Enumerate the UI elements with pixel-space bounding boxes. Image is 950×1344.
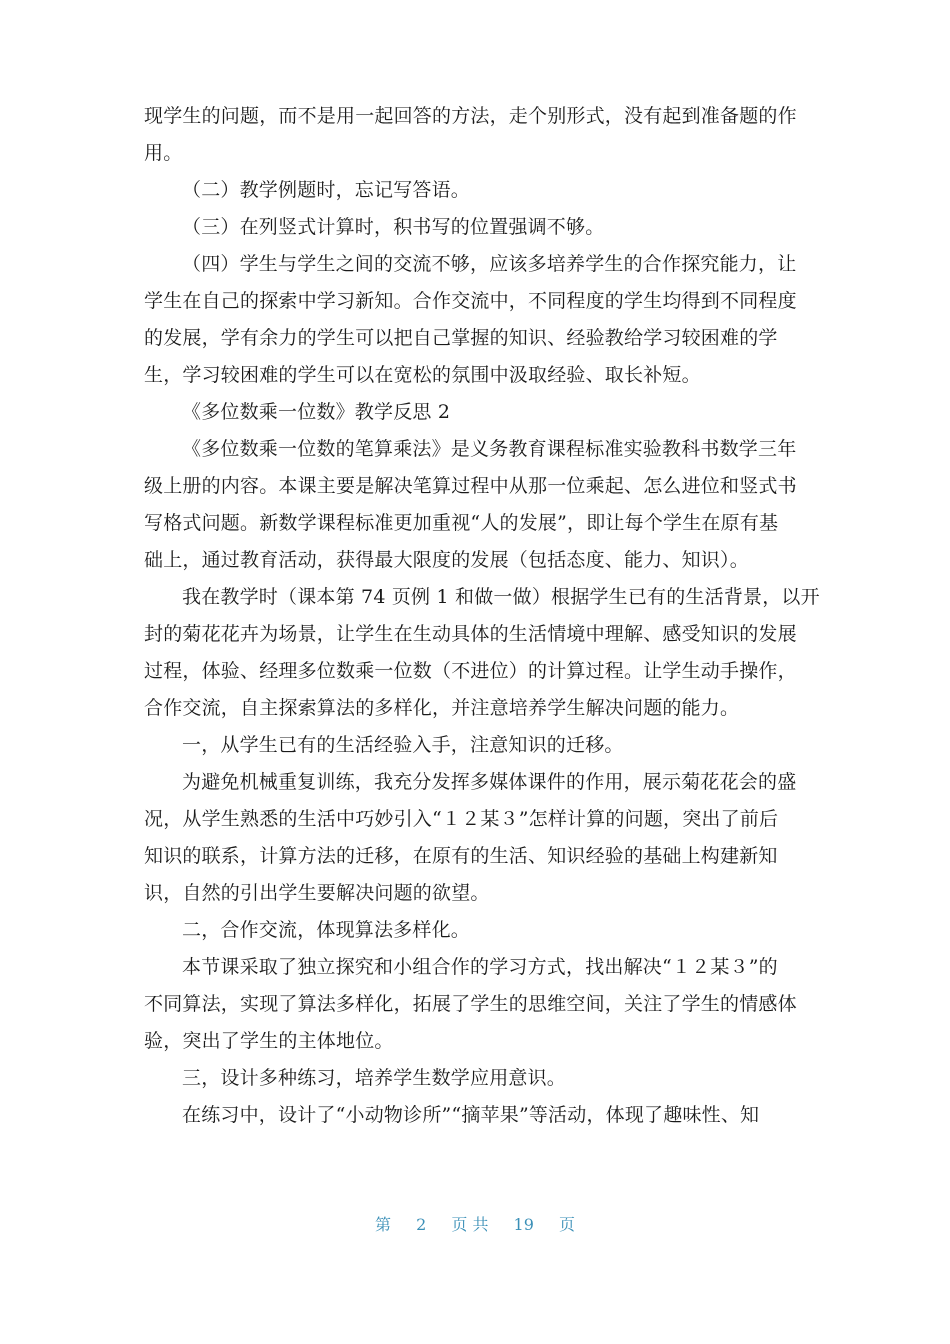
text-line: 封的菊花花卉为场景，让学生在生动具体的生活情境中理解、感受知识的发展 bbox=[144, 623, 797, 645]
text-line: 过程，体验、经理多位数乘一位数（不进位）的计算过程。让学生动手操作， bbox=[144, 660, 797, 682]
text-line: 现学生的问题，而不是用一起回答的方法，走个别形式，没有起到准备题的作 bbox=[144, 105, 797, 127]
text-line: 我在教学时（课本第 74 页例 1 和做一做）根据学生已有的生活背景，以开 bbox=[182, 586, 820, 608]
footer-page-number: 2 bbox=[416, 1215, 427, 1234]
text-line: 三，设计多种练习，培养学生数学应用意识。 bbox=[182, 1067, 567, 1089]
text-line: 《多位数乘一位数》教学反思 2 bbox=[182, 401, 451, 423]
text-line: 级上册的内容。本课主要是解决笔算过程中从那一位乘起、怎么进位和竖式书 bbox=[144, 475, 797, 497]
footer-total-pages: 19 bbox=[513, 1215, 534, 1234]
document-body bbox=[144, 98, 820, 1134]
text-line: （三）在列竖式计算时，积书写的位置强调不够。 bbox=[182, 216, 605, 238]
text-line: 学生在自己的探索中学习新知。合作交流中，不同程度的学生均得到不同程度 bbox=[144, 290, 797, 312]
text-line: 的发展，学有余力的学生可以把自己掌握的知识、经验教给学习较困难的学 bbox=[144, 327, 778, 349]
text-line: 生，学习较困难的学生可以在宽松的氛围中汲取经验、取长补短。 bbox=[144, 364, 701, 386]
text-line: 《多位数乘一位数的笔算乘法》是义务教育课程标准实验教科书数学三年 bbox=[182, 438, 797, 460]
text-line: （二）教学例题时，忘记写答语。 bbox=[182, 179, 471, 201]
text-line: 验，突出了学生的主体地位。 bbox=[144, 1030, 394, 1052]
footer-ye-gong: 页 共 bbox=[451, 1215, 489, 1234]
text-line: 础上，通过教育活动，获得最大限度的发展（包括态度、能力、知识）。 bbox=[144, 549, 749, 571]
text-line: 合作交流，自主探索算法的多样化，并注意培养学生解决问题的能力。 bbox=[144, 697, 740, 719]
text-line: 为避免机械重复训练，我充分发挥多媒体课件的作用，展示菊花花会的盛 bbox=[182, 771, 797, 793]
text-line: 况，从学生熟悉的生活中巧妙引入“１２某３”怎样计算的问题，突出了前后 bbox=[144, 808, 779, 830]
text-line: 二，合作交流，体现算法多样化。 bbox=[182, 919, 471, 941]
text-line: 不同算法，实现了算法多样化，拓展了学生的思维空间，关注了学生的情感体 bbox=[144, 993, 797, 1015]
text-line: 用。 bbox=[144, 142, 183, 164]
text-line: 本节课采取了独立探究和小组合作的学习方式，找出解决“１２某３”的 bbox=[182, 956, 778, 978]
text-line: 写格式问题。新数学课程标准更加重视“人的发展”，即让每个学生在原有基 bbox=[144, 512, 779, 534]
footer-di: 第 bbox=[374, 1215, 391, 1234]
text-line: 一，从学生已有的生活经验入手，注意知识的迁移。 bbox=[182, 734, 624, 756]
text-line: 知识的联系，计算方法的迁移，在原有的生活、知识经验的基础上构建新知 bbox=[144, 845, 778, 867]
text-line: 识，自然的引出学生要解决问题的欲望。 bbox=[144, 882, 490, 904]
text-line: 在练习中，设计了“小动物诊所”“摘苹果”等活动，体现了趣味性、知 bbox=[182, 1104, 760, 1126]
text-line: （四）学生与学生之间的交流不够，应该多培养学生的合作探究能力，让 bbox=[182, 253, 797, 275]
page-footer bbox=[0, 1212, 950, 1235]
footer-ye: 页 bbox=[559, 1215, 576, 1234]
